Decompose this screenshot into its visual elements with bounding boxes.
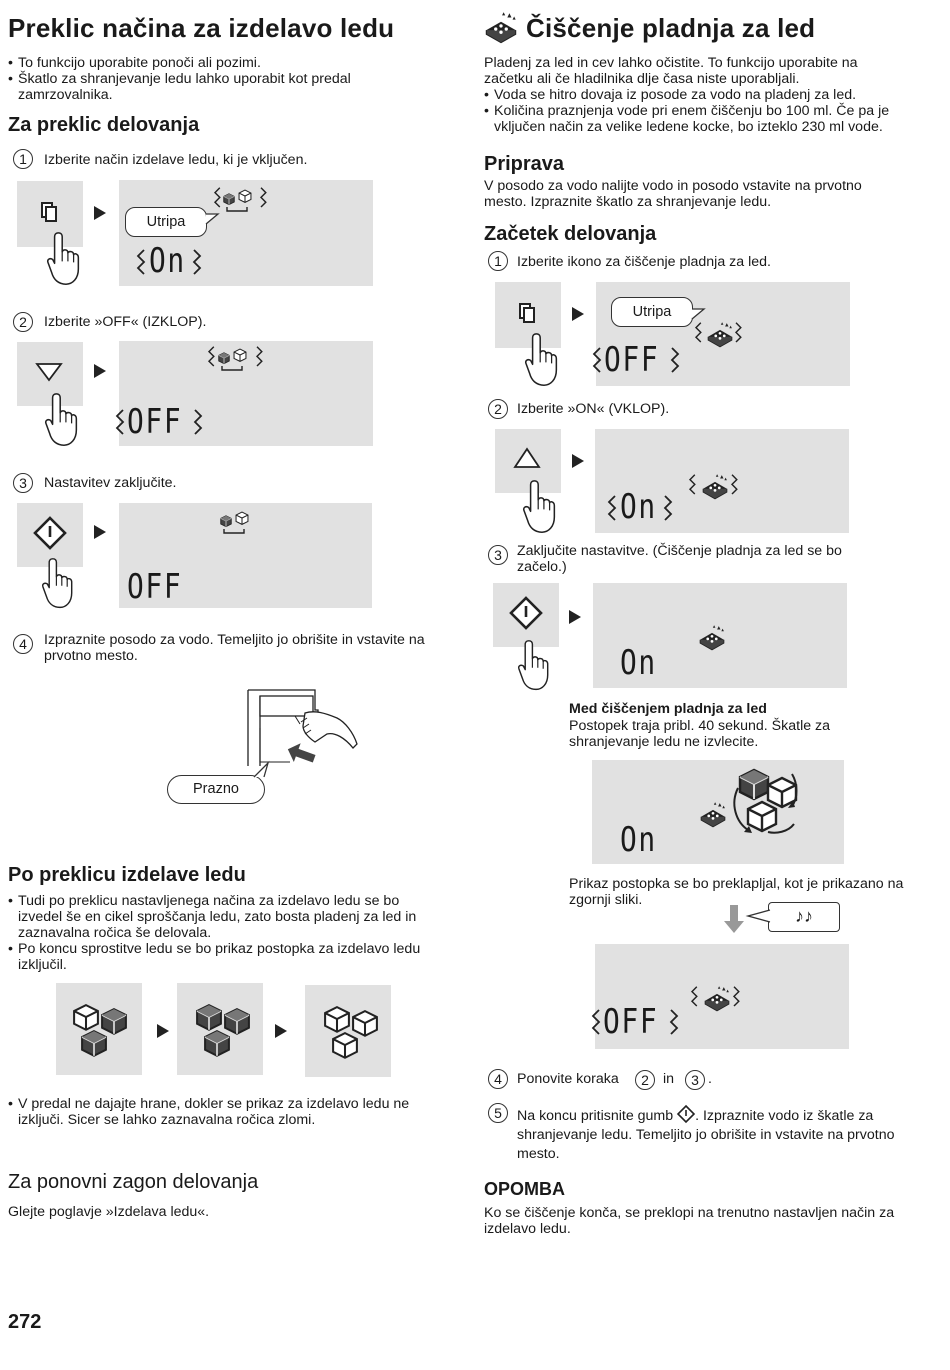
step-ref-number: 2 bbox=[635, 1070, 655, 1090]
step-arrow bbox=[572, 307, 584, 321]
list-item: • To funkcijo uporabite ponoči ali pozimi. bbox=[8, 55, 428, 71]
display-off: OFF bbox=[127, 402, 183, 442]
step5-text-b: . Izpraznite vodo iz škatle za shranjevanje ledu. Temeljito jo obrišite in vstavite na prvotno mesto. bbox=[517, 1108, 895, 1162]
tray-clean-icon bbox=[485, 8, 519, 42]
display-off: OFF bbox=[127, 567, 183, 607]
step-text: Izberite ikono za čiščenje pladnja za led. bbox=[517, 254, 771, 270]
start-diamond-icon bbox=[493, 583, 573, 683]
step-arrow bbox=[572, 454, 584, 468]
step-number: 3 bbox=[488, 545, 508, 565]
list-item: • Po koncu sprostitve ledu se bo prikaz postopka za izdelavo ledu izključil. bbox=[8, 941, 428, 973]
step-text: Zaključite nastavitve. (Čiščenje pladnja za led se bo začelo.) bbox=[517, 543, 842, 575]
display-note: Prikaz postopka se bo preklapljal, kot je prikazano na zgornji sliki. bbox=[569, 876, 904, 908]
step-text: Nastavitev zaključite. bbox=[44, 475, 177, 491]
step-text: in bbox=[663, 1071, 675, 1087]
blink-bubble: Utripa bbox=[611, 297, 693, 327]
step-arrow bbox=[94, 525, 106, 539]
step-number: 4 bbox=[488, 1069, 508, 1089]
tray-clean-icon bbox=[696, 318, 746, 350]
bubble-tail bbox=[206, 214, 226, 226]
water-tank-illustration bbox=[245, 688, 365, 770]
right-intro-list bbox=[484, 87, 904, 135]
prep-heading: Priprava bbox=[484, 153, 565, 175]
during-heading: Med čiščenjem pladnja za led bbox=[569, 701, 767, 717]
display-on: On bbox=[620, 487, 657, 527]
ice-cube-icon bbox=[56, 983, 142, 1075]
list-item: • Tudi po preklicu nastavljenega načina za izdelavo ledu se bo izvedel še en cikel sproščanja ledu, zato bosta pladenj za led in zaznavalna ročica še delovala. bbox=[8, 893, 428, 941]
left-intro-list bbox=[8, 55, 428, 103]
prep-text: V posodo za vodo nalijte vodo in posodo vstavite na prvotno mesto. Izpraznite škatlo za shranjevanje ledu. bbox=[484, 178, 862, 210]
display-off: OFF bbox=[604, 340, 660, 380]
left-title: Preklic načina za izdelavo ledu bbox=[8, 13, 395, 43]
up-triangle-icon bbox=[495, 429, 575, 529]
ice-cube-icon bbox=[305, 985, 391, 1077]
step-arrow bbox=[275, 1024, 287, 1038]
blink-bubble: Utripa bbox=[125, 207, 207, 237]
step-ref-number: 3 bbox=[685, 1070, 705, 1090]
step-arrow bbox=[157, 1024, 169, 1038]
tray-clean-icon bbox=[690, 470, 742, 502]
ice-cube-icon bbox=[209, 344, 267, 374]
ice-cube-icon bbox=[177, 983, 263, 1075]
ice-cube-icon bbox=[218, 509, 268, 539]
after-list bbox=[8, 893, 428, 973]
start-heading: Začetek delovanja bbox=[484, 223, 657, 245]
step-arrow bbox=[94, 206, 106, 220]
page-number: 272 bbox=[8, 1311, 42, 1333]
tray-clean-icon bbox=[698, 624, 732, 652]
start-diamond-icon bbox=[17, 503, 97, 603]
note-text: Ko se čiščenje konča, se preklopi na trenutno nastavljen način za izdelavo ledu. bbox=[484, 1205, 895, 1237]
step-number: 3 bbox=[13, 473, 33, 493]
warning-list bbox=[8, 1096, 438, 1128]
step-number: 1 bbox=[13, 149, 33, 169]
list-item: • V predal ne dajajte hrane, dokler se prikaz za izdelavo ledu ne izključi. Sicer se lahko zaznavalna ročica zlomi. bbox=[8, 1096, 438, 1128]
mode-button-icon bbox=[17, 181, 97, 281]
display-off: OFF bbox=[603, 1002, 659, 1042]
step-text: . bbox=[708, 1071, 712, 1087]
mode-button-icon bbox=[495, 282, 575, 382]
list-item: • Količina praznjenja vode pri enem čiščenju bo 100 ml. Če pa je vključen način za velike ledene kocke, bo izteklo 230 ml vode. bbox=[484, 103, 904, 135]
down-triangle-icon bbox=[17, 342, 97, 442]
empty-bubble: Prazno bbox=[167, 775, 265, 804]
step-text: Izberite način izdelave ledu, ki je vključen. bbox=[44, 152, 308, 168]
step5-text-a: Na koncu pritisnite gumb bbox=[517, 1108, 674, 1124]
during-text: Postopek traja pribl. 40 sekund. Škatle za shranjevanje ledu ne izvlecite. bbox=[569, 718, 831, 750]
list-item: • Škatlo za shranjevanje ledu lahko uporabit kot predal zamrzovalnika. bbox=[8, 71, 428, 103]
right-title: Čiščenje pladnja za led bbox=[526, 13, 816, 43]
step-number: 4 bbox=[13, 634, 33, 654]
note-heading: OPOMBA bbox=[484, 1179, 565, 1199]
step-arrow bbox=[569, 610, 581, 624]
sound-bubble: ♪♪ bbox=[768, 902, 840, 932]
step-text: Izberite »ON« (VKLOP). bbox=[517, 401, 670, 417]
restart-heading: Za ponovni zagon delovanja bbox=[8, 1171, 259, 1193]
step-arrow bbox=[94, 364, 106, 378]
step-number: 2 bbox=[13, 312, 33, 332]
display-on: On bbox=[620, 820, 657, 860]
bubble-tail bbox=[254, 763, 276, 779]
step-text bbox=[517, 1105, 897, 1164]
bubble-tail bbox=[748, 910, 770, 924]
step-number: 2 bbox=[488, 399, 508, 419]
right-intro: Pladenj za led in cev lahko očistite. To funkcijo uporabite na začetku ali če hladilnika dlje časa niste uporabljali. bbox=[484, 55, 858, 87]
step-number: 1 bbox=[488, 251, 508, 271]
display-on: On bbox=[620, 643, 657, 683]
step-text: Izpraznite posodo za vodo. Temeljito jo obrišite in vstavite na prvotno mesto. bbox=[44, 632, 425, 664]
step-text: Ponovite koraka bbox=[517, 1071, 619, 1087]
tray-clean-icon bbox=[692, 982, 744, 1014]
after-heading: Po preklicu izdelave ledu bbox=[8, 864, 246, 886]
down-arrow-icon bbox=[724, 905, 744, 935]
restart-text: Glejte poglavje »Izdelava ledu«. bbox=[8, 1204, 210, 1220]
list-item: • Voda se hitro dovaja iz posode za vodo na pladenj za led. bbox=[484, 87, 904, 103]
ice-cube-icon bbox=[215, 185, 270, 215]
cancel-heading: Za preklic delovanja bbox=[8, 114, 200, 136]
step-number: 5 bbox=[488, 1103, 508, 1123]
start-diamond-icon bbox=[677, 1105, 695, 1123]
display-on: On bbox=[149, 241, 186, 281]
step-text: Izberite »OFF« (IZKLOP). bbox=[44, 314, 207, 330]
